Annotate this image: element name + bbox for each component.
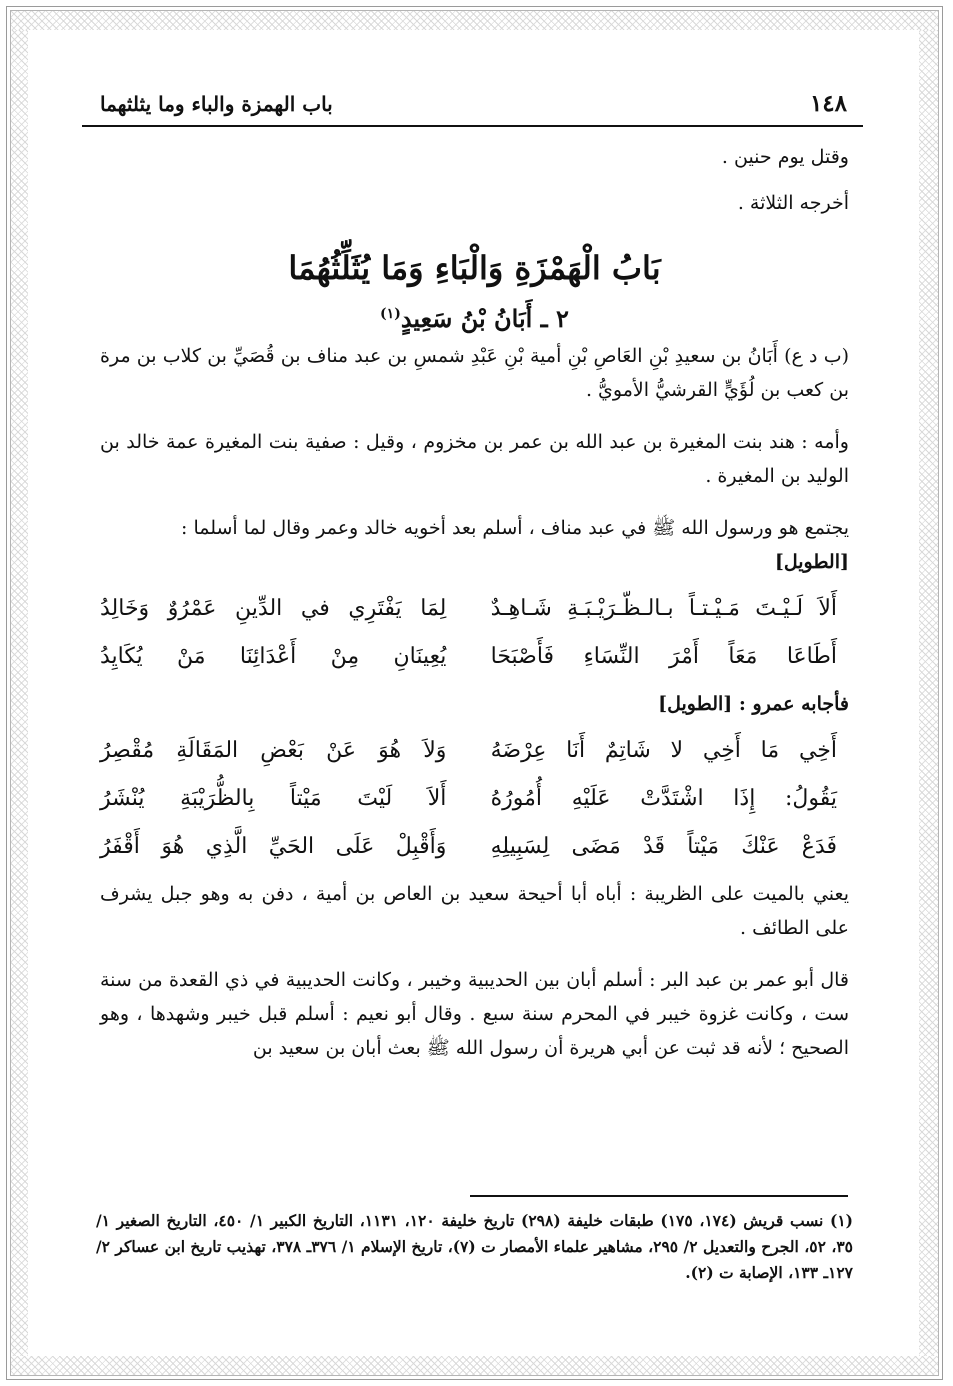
verse-first-half: أَخِي مَا أَخِي لا شَاتِمٌ أَنَا عِرْضَهُ (490, 738, 837, 763)
header-divider (82, 125, 863, 127)
page-header (70, 80, 883, 120)
verse-second-half: وَلاَ هُوَ عَنْ بَعْضِ المَقَالَةِ مُقْصِرُ (100, 738, 447, 763)
verse-second-half: أَلاَ لَيْتَ مَيْتاً بِالظُّرَيْبَةِ يُنْشَرُ (100, 786, 447, 811)
meeting-paragraph: يجتمع هو ورسول الله ﷺ في عبد مناف ، أسلم بعد أخويه خالد وعمر وقال لما أسلما : (181, 517, 849, 539)
entry-name: ٢ ـ أَبَانُ بْنُ سَعِيدٍ (400, 304, 569, 333)
chapter-title: بَابُ الْهَمْزَةِ وَالْبَاءِ وَمَا يُثَلِّثُهُمَا (288, 249, 661, 287)
meter-label: [الطويل] (774, 551, 849, 573)
verse-first-half: يَقُولُ: إِذَا اشْتَدَّتْ عَلَيْهِ أُمُورُهُ (490, 786, 837, 811)
entry-title (100, 294, 849, 339)
answer-intro: فأجابه عمرو : [الطويل] (658, 693, 849, 715)
intro-line-2: أخرجه الثلاثة . (737, 192, 849, 214)
explanation-paragraph: يعني بالميت على الظريبة : أباه أبا أحيحة سعيد بن العاص بن أمية ، دفن به وهو جبل يشرف على الطائف . (100, 883, 849, 939)
verse (100, 775, 849, 823)
lineage-paragraph: (ب د ع) أَبَانُ بن سعيدِ بْنِ العَاصِ بْنِ أمية بْنِ عَبْدِ شمسِ بن عبد مناف بن قُصَيِّ بن كلاب بن مرة بن كعب بن لُؤَيٍّ القرشيُّ الأمويُّ . (100, 345, 849, 401)
verse-first-half: أَطَاعَا مَعَاً أَمْرَ النِّسَاءِ فَأَصْبَحَا (490, 644, 837, 669)
poem-first (100, 585, 849, 681)
poem-second (100, 727, 849, 871)
verse-second-half: يُعِينَانِ مِنْ أَعْدَائِنَا مَنْ يُكَايِدُ (100, 644, 447, 669)
verse-second-half: وَأَقْبِلْ عَلَى الحَيِّ الَّذِي هُوَ أَقْفَرُ (100, 834, 447, 859)
footnote-marker: (١) (380, 306, 401, 322)
main-text (100, 140, 849, 1065)
verse-first-half: فَدَعْ عَنْكَ مَيْتاً قَدْ مَضَى لِسَبِيلِهِ (490, 834, 837, 859)
footnote: (١) نسب قريش (١٧٤، ١٧٥) طبقات خليفة (٢٩٨) تاريخ خليفة ١٢٠، ١١٣١، التاريخ الكبير ١/ ٤٥٠، التاريخ الصغير ١/ ٣٥، ٥٢، الجرح والتعديل ٢/ ٢٩٥، مشاهير علماء الأمصار ت (٧)، تاريخ الإسلام ١/ ٣٧٦ـ ٣٧٨، تهذيب تاريخ ابن عساكر ٢/ ١٢٧ـ ١٣٣، الإصابة ت (٢). (96, 1211, 854, 1282)
verse (100, 585, 849, 633)
ibn-abd-al-barr-paragraph: قال أبو عمر بن عبد البر : أسلم أبان بين الحديبية وخيبر ، وكانت الحديبية في ذي القعدة من سنة ست ، وكانت غزوة خيبر في المحرم سنة سبع . وقال أبو نعيم : أسلم قبل خيبر وشهدها ، وهو الصحيح ؛ لأنه قد ثبت عن أبي هريرة أن رسول الله ﷺ بعث أبان بن سعيد بن (100, 969, 849, 1059)
page-number: ١٤٨ (809, 90, 847, 117)
footnote-divider (470, 1195, 848, 1197)
verse (100, 823, 849, 871)
intro-line-1: وقتل يوم حنين . (721, 146, 849, 168)
verse-second-half: لِمَا يَفْتَرِي في الدِّينِ عَمْرُوٌ وَخَالِدُ (100, 596, 447, 621)
verse (100, 727, 849, 775)
running-title: باب الهمزة والباء وما يثلثهما (100, 92, 333, 116)
mother-paragraph: وأمه : هند بنت المغيرة بن عبد الله بن عمر بن مخزوم ، وقيل : صفية بنت المغيرة عمة خالد بن الوليد بن المغيرة . (100, 431, 849, 487)
verse-first-half: أَلاَ لَـيْـتَ مَـيْـتـاً بـالـظّـرَيْـبَـةِ شَـاهِـدٌ (490, 596, 837, 621)
verse (100, 633, 849, 681)
